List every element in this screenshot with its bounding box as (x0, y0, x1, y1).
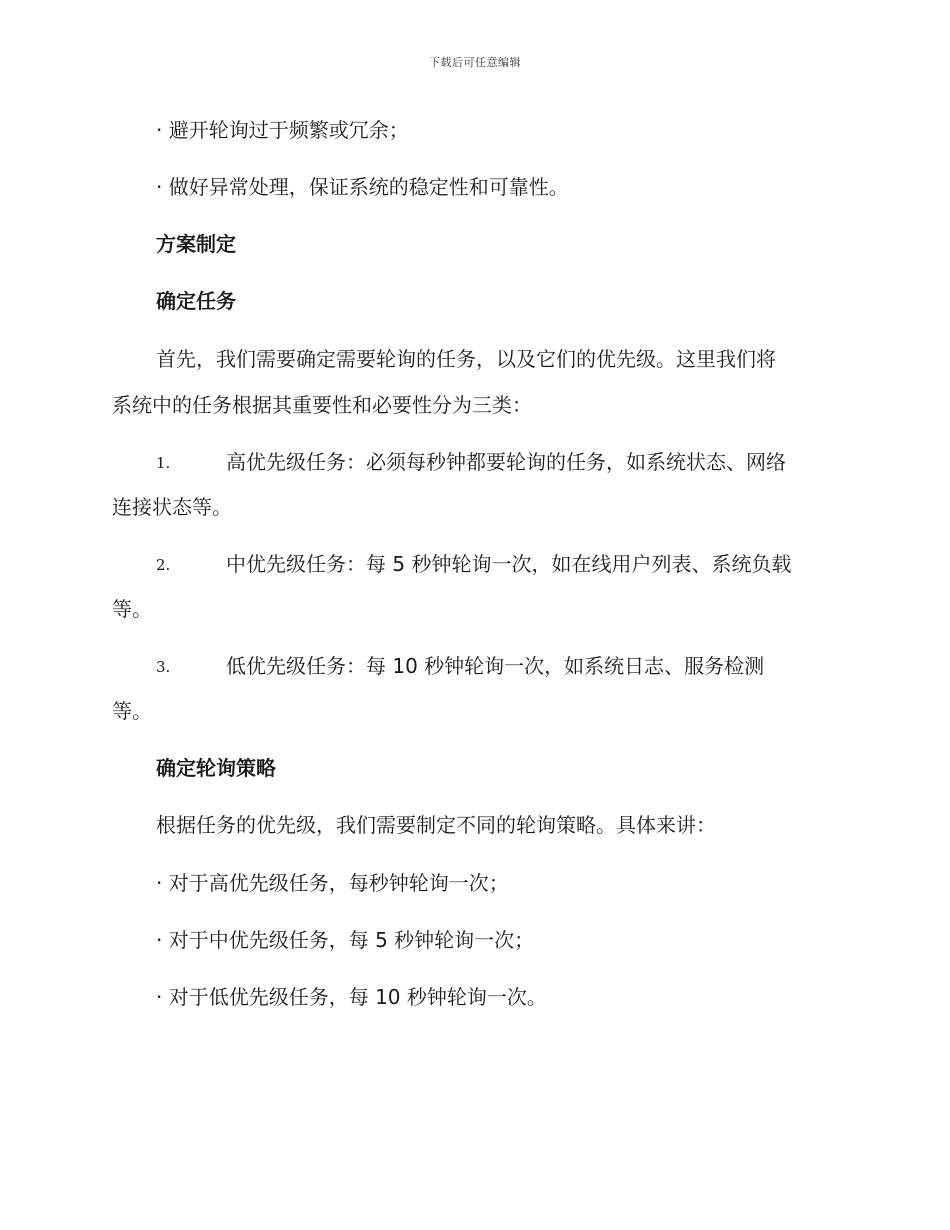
page-header-note: 下载后可任意编辑 (429, 56, 521, 69)
bullet-avoid-frequent-polling: · 避开轮询过于频繁或冗余； (156, 118, 409, 142)
heading-determine-tasks: 确定任务 (156, 289, 236, 313)
list-item-3-line-1: 低优先级任务：每 10 秒钟轮询一次，如系统日志、服务检测 (226, 654, 765, 678)
list-number-3: 3. (156, 658, 171, 676)
list-item-1-line-2: 连接状态等。 (112, 495, 232, 519)
list-number-1: 1. (156, 454, 171, 472)
list-item-3-line-2: 等。 (112, 699, 152, 723)
strategy-bullet-low: · 对于低优先级任务，每 10 秒钟轮询一次。 (156, 985, 547, 1009)
list-number-2: 2. (156, 556, 171, 574)
intro-paragraph-line-2: 系统中的任务根据其重要性和必要性分为三类： (112, 393, 532, 417)
bullet-exception-handling: · 做好异常处理，保证系统的稳定性和可靠性。 (156, 175, 569, 199)
strategy-bullet-high: · 对于高优先级任务，每秒钟轮询一次； (156, 871, 509, 895)
heading-polling-strategy: 确定轮询策略 (156, 756, 276, 780)
strategy-intro: 根据任务的优先级，我们需要制定不同的轮询策略。具体来讲： (156, 813, 716, 837)
list-item-2-line-1: 中优先级任务：每 5 秒钟轮询一次，如在线用户列表、系统负载 (226, 552, 792, 576)
list-item-1-line-1: 高优先级任务：必须每秒钟都要轮询的任务，如系统状态、网络 (226, 450, 786, 474)
intro-paragraph-line-1: 首先，我们需要确定需要轮询的任务，以及它们的优先级。这里我们将 (156, 347, 776, 371)
heading-plan: 方案制定 (156, 232, 236, 256)
list-item-2-line-2: 等。 (112, 597, 152, 621)
strategy-bullet-medium: · 对于中优先级任务，每 5 秒钟轮询一次； (156, 928, 535, 952)
